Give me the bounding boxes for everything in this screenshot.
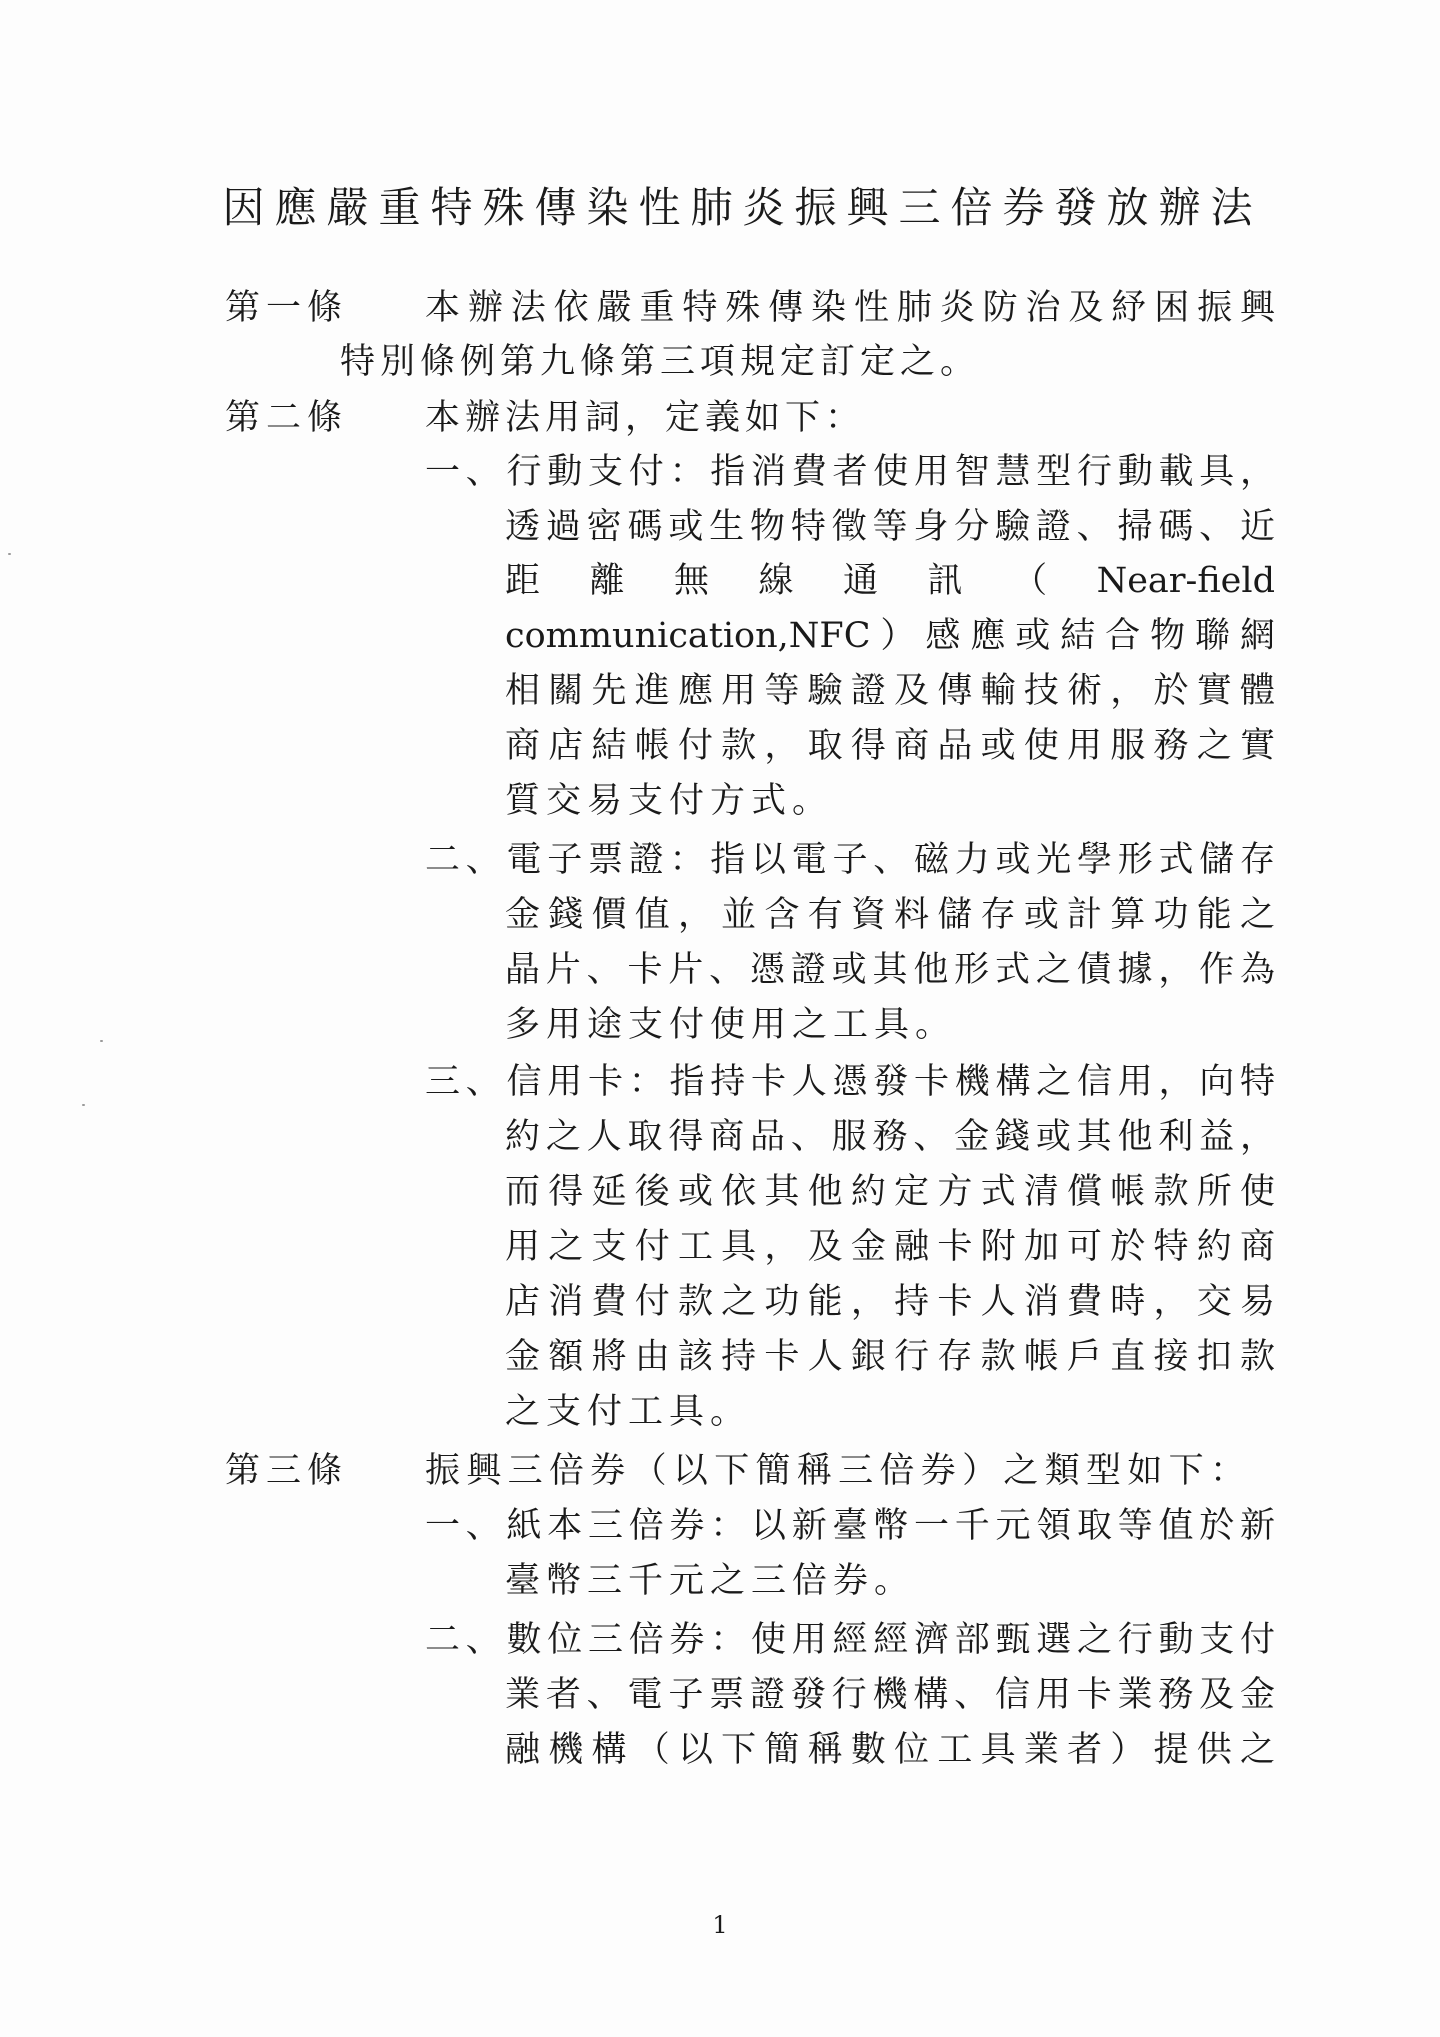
article-2-item-1-line-2: 透​過​密​碼​或​生​物​特​徵​等​身​分​驗​證​、​掃​碼​、​近	[505, 507, 1275, 547]
article-1-line-1: 本​辦​法​依​嚴​重​特​殊​傳​染​性​肺​炎​防​治​及​紓​困​振​興	[425, 288, 1275, 328]
article-2-item-2-line-2: 金​錢​價​值​，​並​含​有​資​料​儲​存​或​計​算​功​能​之	[505, 895, 1275, 935]
scan-speck	[82, 1104, 85, 1106]
article-2-item-3-line-3: 而​得​延​後​或​依​其​他​約​定​方​式​清​償​帳​款​所​使	[505, 1172, 1275, 1212]
scan-speck	[100, 1040, 103, 1042]
article-2-item-2-line-4: 多用途支付使用之工具。	[505, 1005, 957, 1045]
article-2-label: 第二條	[225, 398, 349, 438]
article-2-item-1-line-6: 商​店​結​帳​付​款​，​取​得​商​品​或​使​用​服​務​之​實	[505, 726, 1275, 766]
article-3-item-2-line-2: 業​者​、​電​子​票​證​發​行​機​構​、​信​用​卡​業​務​及​金	[505, 1675, 1275, 1715]
article-2-item-2-line-1: 二​、​電​子​票​證​：​指​以​電​子​、​磁​力​或​光​學​形​式​儲​存	[425, 840, 1275, 880]
article-2-item-3-line-1: 三​、​信​用​卡​：​指​持​卡​人​憑​發​卡​機​構​之​信​用​，​向​特	[425, 1062, 1275, 1102]
article-3-item-1-line-1: 一​、​紙​本​三​倍​券​：​以​新​臺​幣​一​千​元​領​取​等​值​於​新	[425, 1506, 1275, 1546]
article-2-item-3-line-2: 約​之​人​取​得​商​品​、​服​務​、​金​錢​或​其​他​利​益​，	[505, 1117, 1275, 1157]
article-2-item-1-line-1: 一​、​行​動​支​付​：​指​消​費​者​使​用​智​慧​型​行​動​載​具​，	[425, 452, 1275, 492]
article-3-intro: 振​興​三​倍​券​（​以​下​簡​稱​三​倍​券​）​之​類​型​如​下​：	[425, 1451, 1245, 1491]
article-3-label: 第三條	[225, 1451, 349, 1491]
article-2-item-1-line-5: 相​關​先​進​應​用​等​驗​證​及​傳​輸​技​術​，​於​實​體	[505, 671, 1275, 711]
article-2-item-3-line-6: 金​額​將​由​該​持​卡​人​銀​行​存​款​帳​戶​直​接​扣​款	[505, 1337, 1275, 1377]
page-number: 1	[712, 1911, 728, 1939]
article-3-item-1-line-2: 臺幣三千元之三倍券。	[505, 1561, 916, 1601]
article-2-item-3-line-7: 之支付工具。	[505, 1392, 752, 1432]
article-2-item-3-line-5: 店​消​費​付​款​之​功​能​，​持​卡​人​消​費​時​，​交​易	[505, 1282, 1275, 1322]
article-1-label: 第一條	[225, 288, 349, 328]
article-2-intro: 本辦法用詞，定義如下：	[425, 398, 866, 438]
article-2-item-1-line-4: communication,NFC）感應或結合物聯網	[505, 616, 1275, 656]
article-3-item-2-line-3: 融​機​構​（​以​下​簡​稱​數​位​工​具​業​者​）​提​供​之	[505, 1730, 1275, 1770]
article-2-item-1-line-3: 距離無線通訊（Near-field	[505, 561, 1275, 601]
article-2-item-2-line-3: 晶​片​、​卡​片​、​憑​證​或​其​他​形​式​之​債​據​，​作​為	[505, 950, 1275, 990]
article-2-item-1-line-7: 質交易支付方式。	[505, 781, 834, 821]
scan-speck	[8, 553, 11, 555]
document-title: 因應嚴重特殊傳染性肺炎振興三倍券發放辦法	[222, 183, 1263, 232]
article-2-item-3-line-4: 用​之​支​付​工​具​，​及​金​融​卡​附​加​可​於​特​約​商	[505, 1227, 1275, 1267]
article-1-line-2: 特別條例第九條第三項規定訂定之。	[340, 342, 981, 382]
article-3-item-2-line-1: 二​、​數​位​三​倍​券​：​使​用​經​經​濟​部​甄​選​之​行​動​支​付	[425, 1620, 1275, 1660]
